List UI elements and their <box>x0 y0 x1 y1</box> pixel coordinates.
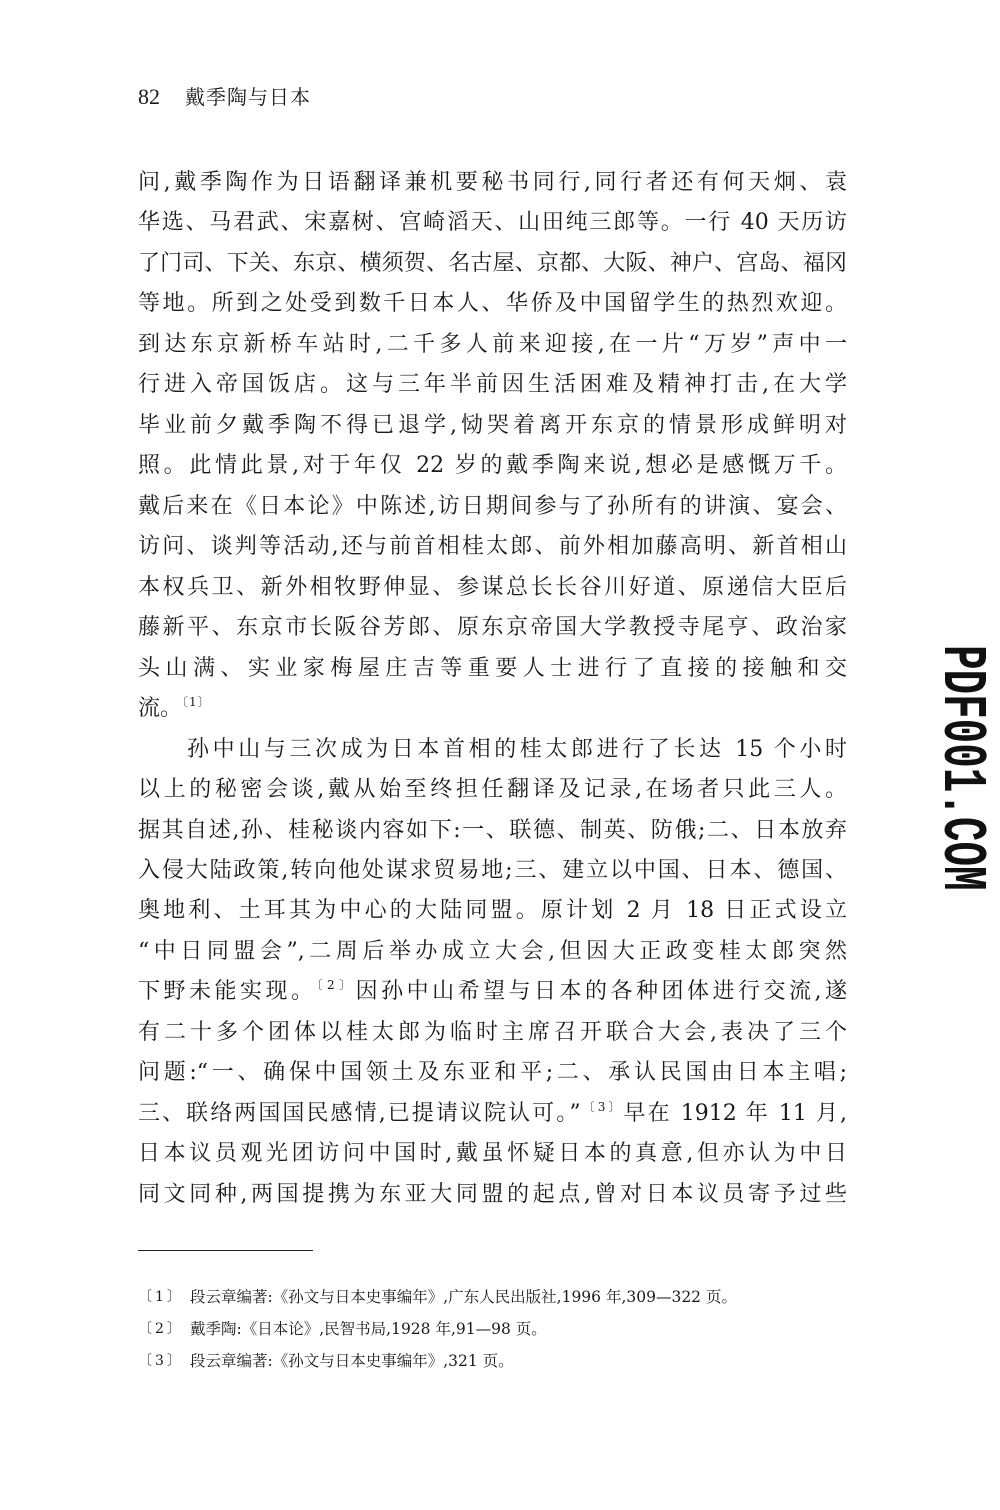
footnote-marker: 〔1〕 <box>138 1289 184 1305</box>
text-line: 同文同种,两国提携为东亚大同盟的起点,曾对日本议员寄予过些 <box>138 1181 847 1207</box>
text-line: 戴后来在《日本论》中陈述,访日期间参与了孙所有的讲演、宴会、 <box>138 493 847 519</box>
footnote-ref-3: 〔3〕 <box>580 1099 624 1114</box>
footnote <box>138 1281 858 1313</box>
text-line: 入侵大陆政策,转向他处谋求贸易地;三、建立以中国、日本、德国、 <box>138 857 847 883</box>
text-line: 行进入帝国饭店。这与三年半前因生活困难及精神打击,在大学 <box>138 372 847 398</box>
text-line: 据其自述,孙、桂秘谈内容如下:一、联德、制英、防俄;二、日本放弃 <box>138 817 847 843</box>
text-line: 头山满、实业家梅屋庄吉等重要人士进行了直接的接触和交 <box>138 655 847 681</box>
text-line: 问题:“一、确保中国领土及东亚和平;二、承认民国由日本主唱; <box>138 1060 847 1086</box>
body-text <box>138 163 847 1215</box>
paragraph-1 <box>138 163 847 730</box>
paragraph-2 <box>138 730 847 1216</box>
footnote-ref-2: 〔2〕 <box>316 978 356 993</box>
text-line: 等地。所到之处受到数千日本人、华侨及中国留学生的热烈欢迎。 <box>138 291 847 317</box>
text-line: 照。此情此景,对于年仅 22 岁的戴季陶来说,想必是感慨万千。 <box>138 453 847 479</box>
running-title: 戴季陶与日本 <box>185 85 311 109</box>
text-line <box>138 972 847 1012</box>
footnote-ref-1: 〔1〕 <box>182 695 211 710</box>
text-line: “中日同盟会”,二周后举办成立大会,但因大正政变桂太郎突然 <box>138 938 847 964</box>
line-text: 三、联络两国国民感情,已提请议院认可。” <box>138 1100 581 1126</box>
footnote-marker: 〔2〕 <box>138 1321 184 1337</box>
page-number: 82 <box>138 84 160 109</box>
footnote-text: 段云章编著:《孙文与日本史事编年》,广东人民出版社,1996 年,309—322 页。 <box>190 1288 737 1306</box>
text-line: 以上的秘密会谈,戴从始至终担任翻译及记录,在场者只此三人。 <box>138 777 847 803</box>
text-line: 华选、马君武、宋嘉树、宫崎滔天、山田纯三郎等。一行 40 天历访 <box>138 210 847 236</box>
line-text: 早在 1912 年 11 月, <box>623 1100 848 1126</box>
text-line: 日本议员观光团访问中国时,戴虽怀疑日本的真意,但亦认为中日 <box>138 1141 847 1167</box>
footnotes <box>138 1281 858 1377</box>
footnote-marker: 〔3〕 <box>138 1353 184 1369</box>
text-line: 到达东京新桥车站时,二千多人前来迎接,在一片“万岁”声中一 <box>138 331 847 357</box>
text-line: 本权兵卫、新外相牧野伸显、参谋总长长谷川好道、原递信大臣后 <box>138 574 847 600</box>
text-line: 毕业前夕戴季陶不得已退学,恸哭着离开东京的情景形成鲜明对 <box>138 412 847 438</box>
footnote <box>138 1313 858 1345</box>
footnote-text: 段云章编著:《孙文与日本史事编年》,321 页。 <box>190 1352 514 1370</box>
text-line: 了门司、下关、东京、横须贺、名古屋、京都、大阪、神户、宫岛、福冈 <box>138 250 847 276</box>
text-line: 有二十多个团体以桂太郎为临时主席召开联合大会,表决了三个 <box>138 1019 847 1045</box>
line-text: 流。 <box>138 696 183 722</box>
watermark: PDF001.COM <box>926 645 997 891</box>
line-text: 下野未能实现。 <box>138 979 317 1005</box>
running-header <box>138 84 438 110</box>
text-line: 藤新平、东京市长阪谷芳郎、原东京帝国大学教授寺尾亨、政治家 <box>138 615 847 641</box>
text-line <box>138 689 847 729</box>
text-line <box>138 1094 847 1134</box>
footnote-divider <box>138 1250 313 1251</box>
footnote-text: 戴季陶:《日本论》,民智书局,1928 年,91—98 页。 <box>190 1320 547 1338</box>
footnote <box>138 1345 858 1377</box>
text-line: 访问、谈判等活动,还与前首相桂太郎、前外相加藤高明、新首相山 <box>138 534 847 560</box>
text-line: 问,戴季陶作为日语翻译兼机要秘书同行,同行者还有何天炯、袁 <box>138 170 847 195</box>
text-line: 孙中山与三次成为日本首相的桂太郎进行了长达 15 个小时 <box>187 736 847 762</box>
line-text: 因孙中山希望与日本的各种团体进行交流,遂 <box>355 979 847 1005</box>
text-line: 奥地利、土耳其为中心的大陆同盟。原计划 2 月 18 日正式设立 <box>138 898 847 924</box>
